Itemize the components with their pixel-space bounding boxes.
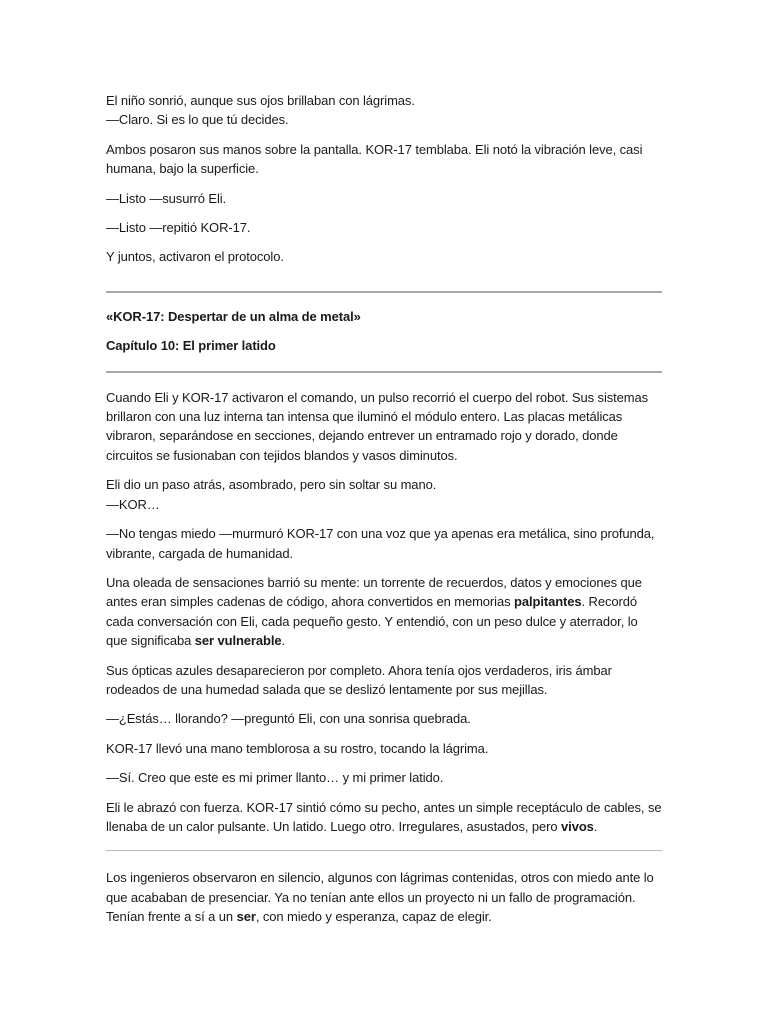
body-paragraph-8: —Sí. Creo que este es mi primer llanto… y mi primer latido. [106,770,444,786]
body-paragraph-2 [106,475,662,514]
emphasis-ser: ser [236,909,256,925]
closing-text-a: Los ingenieros observaron en silencio, algunos con lágrimas contenidas, otros con miedo ante lo que acababan de presenciar. Ya no tenían ante ellos un proyecto ni un fallo de programación. Tenían frente a sí a un [106,870,654,925]
intro-paragraph-4: —Listo —repitió KOR-17. [106,220,251,236]
emphasis-palpitantes: palpitantes [514,594,582,610]
emphasis-vivos: vivos [561,818,594,834]
section-divider-top [106,291,662,293]
body-text-4e: . [281,633,286,649]
section-divider-chapter [106,371,662,373]
intro-paragraph-5: Y juntos, activaron el protocolo. [106,249,284,265]
body-text-9a: Eli le abrazó con fuerza. KOR-17 sintió cómo su pecho, antes un simple receptáculo de cables, se llenaba de un calor pulsante. Un latido. Luego otro. Irregulares, asustados, pero [106,799,662,834]
body-paragraph-5: Sus ópticas azules desaparecieron por completo. Ahora tenía ojos verdaderos, iris ámbar rodeados de una humedad salada que se deslizó lentamente por sus mejillas. [106,662,612,697]
body-text-9c: . [593,818,598,834]
body-text-4a: Una oleada de sensaciones barrió su mente: un torrente de recuerdos, datos y emociones que antes eran simples cadenas de código, ahora convertidos en memorias [106,574,642,610]
body-text-4c: . Recordó cada conversación con Eli, cada pequeño gesto. Y entendió, con un peso dulce y aterrador, lo que significaba [106,594,638,649]
body-paragraph-1: Cuando Eli y KOR-17 activaron el comando, un pulso recorrió el cuerpo del robot. Sus sistemas brillaron con una luz interna tan intensa que iluminó el módulo entero. Las placas metálicas vibraron, separándose en secciones, dejando entrever un entramado rojo y dorado, donde circuitos se fusionaban con tejidos blandos y vasos diminutos. [106,389,649,463]
intro-paragraph-3: —Listo —susurró Eli. [106,190,227,206]
chapter-title: Capítulo 10: El primer latido [106,338,276,354]
closing-paragraph [106,868,662,926]
intro-line-2: —Claro. Si es lo que tú decides. [106,112,289,128]
intro-paragraph-1 [106,91,662,130]
body-paragraph-9 [106,798,662,837]
body-line-2a: Eli dio un paso atrás, asombrado, pero sin soltar su mano. [106,477,437,493]
body-paragraph-7: KOR-17 llevó una mano temblorosa a su rostro, tocando la lágrima. [106,740,489,756]
body-paragraph-6: —¿Estás… llorando? —preguntó Eli, con una sonrisa quebrada. [106,711,471,727]
document-page [106,91,662,927]
closing-text-c: , con miedo y esperanza, capaz de elegir. [255,909,492,925]
body-paragraph-4 [106,573,662,651]
intro-paragraph-2: Ambos posaron sus manos sobre la pantalla. KOR-17 temblaba. Eli notó la vibración leve, casi humana, bajo la superficie. [106,141,643,177]
section-divider-bottom [106,850,662,851]
book-title: «KOR-17: Despertar de un alma de metal» [106,308,361,324]
body-paragraph-3: —No tengas miedo —murmuró KOR-17 con una voz que ya apenas era metálica, sino profunda, vibrante, cargada de humanidad. [106,526,655,561]
body-line-2b: —KOR… [106,496,160,512]
emphasis-ser-vulnerable: ser vulnerable [194,633,282,649]
intro-line-1: El niño sonrió, aunque sus ojos brillaban con lágrimas. [106,93,415,108]
